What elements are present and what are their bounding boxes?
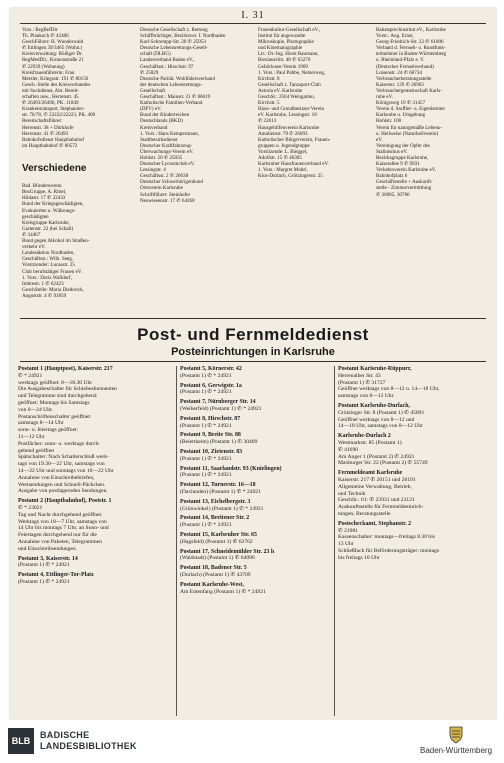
post-office-entry [180, 399, 330, 413]
post-office-entry [180, 432, 330, 446]
page-number: I. 31 [241, 10, 265, 21]
post-office-entry [180, 499, 330, 513]
post-office-title: Postamt 13, Eichelbergstr. 3 [180, 498, 251, 505]
post-office-entry [180, 383, 330, 397]
section-subtitle: Posteinrichtungen in Karlsruhe [171, 346, 335, 358]
post-office-title: Postamt 12, Turnerstr. 16—18 [180, 482, 256, 489]
post-office-details: (Hagsfeld) (Postamt 1) ✆ 62762 [180, 538, 253, 545]
post-office-title: Postamt 15, Karlsruher Str. 65 [180, 531, 257, 538]
post-office-title: Postamt 2 (Hauptbahnhof), Poststr. 1 [18, 498, 112, 505]
post-office-title: Postamt Karlsruhe-Rüppurr, [338, 366, 412, 372]
post-office-title: Postamt 6, Gerwigstr. 1a [180, 382, 242, 389]
region-mark [416, 726, 496, 755]
verschiedene-heading: Verschiedene [22, 163, 87, 175]
post-office-details: (Daxlanden) (Postamt 1) ✆ * 24921 [180, 488, 261, 495]
post-office-entry [18, 498, 172, 552]
blb-logo: BLB [8, 728, 34, 754]
top-column-2: Deutsche Gesellschaft z. Rettung Schiffbrüchiger, Bezirksver. f. Nordbaden Karl-Schrempp-Str. 20 ✆ 25953 Deutsche Lebensrettungs-Gesell- schaft (DLRG) Landesverband Baden eV., Geschäftsst.: Hirschstr. 97 ✆ 25829 Deutsche Parität. Wohlfahrtsverband der deutschen Lebensrettungs- Gesellschaft Geschäftsst.: Mainstr. 21 ✆ 86619 Katholische Familien-Verband (DFV) eV. Bund der Kinderreichen Deutschlands (BKD) Kreisverband 1. Vors.: Hans Kempermann, Stadtbezirksdienst Deutscher Kraftfahrzeug- Überwachungs-Verein eV. Hohlstr. 20 ✆ 25035 Deutscher Lyceumclub eV. Lessingstr. 4 Geschäftsst. 2 ✆ 26038 Deutscher Schwerhörigenbund Ortsverein Karlsruhe Schriftführer: Steinhofer Neuwiesenstr. 17 ✆ 64268 [140, 27, 226, 204]
post-column-1 [18, 366, 172, 718]
library-name [40, 730, 137, 752]
library-name-line-1: BADISCHE [40, 730, 90, 740]
post-office-title: Postamt Karlsruhe-Durlach, [338, 402, 410, 409]
post-office-entry [180, 532, 330, 546]
post-office-details: Westmarkstr. 85 (Postamt 1) ✆ 41690 Am Anger 1 (Postamt 2) ✆ 24921 Maxburger Str. 22 (Postamt 2) ✆ 55749 [338, 439, 428, 467]
post-office-entry [180, 549, 330, 563]
post-office-entry [338, 521, 490, 562]
post-office-details: Am Entenfang (Postamt 1) ✆ * 24921 [180, 588, 266, 595]
post-office-details: (Weiherfeld) (Postamt 1) ✆ * 24921 [180, 405, 262, 412]
post-office-title: Postamt 7, Nürnberger Str. 14 [180, 399, 256, 406]
post-office-title: Postamt 18, Badener Str. 5 [180, 565, 247, 572]
subtitle-rule [20, 361, 486, 362]
post-office-details: (Beiertheim) (Postamt 1) ✆ 30409 [180, 439, 258, 446]
post-office-entry [180, 416, 330, 430]
post-office-entry [18, 572, 172, 586]
verschiedene-section [22, 154, 134, 314]
post-office-title: Postamt 10, Zietenstr. 83 [180, 448, 243, 455]
post-office-details: Kaiserstr. 217 ✆ 20151 und 20191 Allgemeine Verwaltung, Betrieb, und Technik GeschSt.: 61: ✆ 23931 und 23121 Auskunftsstelle für Fernmeldeeinrich- tungen, Beratungsstelle [338, 476, 424, 517]
post-office-entry [180, 482, 330, 496]
post-office-details: (Postamt 1) ✆ * 24921 [18, 562, 70, 569]
post-office-title: Karlsruhe-Durlach 2 [338, 433, 391, 440]
post-office-title: Fernmeldeamt Karlsruhe [338, 470, 403, 477]
post-office-title: Postamt 9, Breite Str. 88 [180, 432, 241, 439]
post-office-title: Postamt 1 (Hauptpost), Kaiserstr. 217 [18, 366, 113, 372]
top-column-1: Vors.: RegBefDir Th. Plankuch ✆ 42406 GeschFührer: H. Wunderwald ✆ Ettlingen 39/3465 (Wohn.) Kreisverwaltung: Rüdiger Dr. RegMedDir., Kronenstraße 21 ✆ 22939 (Wohnung) Kreisfrauenführerin: Frau Metzler, Kriegsstr. 191 ✆ 80156 Gesch.-Stelle des Kreisverbandes mit Suchdienst, Abt. Bereit- schaften usw., Herrenstr. 45 ✆ 26493/26496, PK. 11849 Krankentransport, Stephanien- str. 76/78, ✆ 22222/22223, PK. 400 Bereitschaftsführer: Herrenstr. 38 + Dürkhofe Herrenstr. 41 ✆ 26493 Bahnhofsdienst Hauptbahnhof im Hauptbahnhof ✆ 80572 [22, 27, 96, 149]
post-column-3 [338, 366, 490, 718]
post-office-details: (Grünwinkel) (Postamt 1) ✆ * 24921 [180, 505, 264, 512]
post-office-details: (Postamt 1) ✆ * 24921 [180, 389, 232, 396]
section-rule [20, 318, 486, 319]
post-office-details: (Postamt 1) ✆ * 24921 [18, 578, 70, 585]
library-footer [0, 720, 504, 763]
post-office-details: ✆ 21981 Kassenschalter: montags—freitags 8.30 bis 13 Uhr Schließfach für Beförderungsträger: montags bis freitags 10 Uhr [338, 527, 440, 561]
library-name-line-2: LANDESBIBLIOTHEK [40, 741, 137, 751]
post-office-entry [338, 366, 490, 400]
post-office-details: (Postamt 1) ✆ * 24921 [180, 522, 232, 529]
post-office-title: Postamt 3, Kaiserstr. 14 [18, 555, 78, 562]
post-column-2 [180, 366, 330, 718]
post-office-entry [180, 466, 330, 480]
post-office-details: (Postamt 1) ✆ * 24921 [180, 372, 232, 379]
post-office-details: (Postamt 1) ✆ * 24921 [180, 422, 232, 429]
post-office-title: Postamt 17, Schneidemühler Str. 23 h [180, 548, 275, 555]
post-office-details: ✆ * 23021 Tag und Nacht durchgehend geöffnet. Werktags von 18—7 Uhr, samstags von 14 Uhr bis montags 7 Uhr, an Sonn- und Feiertagen durchgehend nur für die Annahme von Paketen, Telegrammen und Einschreibsendungen. [18, 504, 109, 552]
post-office-entry [18, 556, 172, 570]
post-office-title: Postamt Karlsruhe-West, [180, 581, 244, 588]
post-office-title: Postamt 11, Saarlandstr. 93 (Knielingen) [180, 465, 282, 472]
post-office-title: Postamt 4, Ettlinger-Tor-Platz [18, 572, 94, 579]
post-office-details: (Durlach) (Postamt 1) ✆ 43709 [180, 571, 251, 578]
post-office-details: Grötzinger Str. 8 (Postamt 1) ✆ 45091 Geöffnet werktags von 8—12 und 14—18 Uhr, samstags von 8—12 Uhr [338, 409, 425, 430]
post-office-entry [180, 366, 330, 380]
top-column-3: Frauenkultur-Gesellschaft eV., Institut für angewandte Mikroskopie, Photographie und Kinematographie Ltr.: Dr.-Ing. Horst Raumann, BreslauerStr. 48 ✆ 63270 Gehörlosen-Verein 1909 1. Vors.: Paul Pabbe, Nemerweg, Kirchstr. 8 Gesellschaft z. Tanzsport-Club Astoria eV. Karlsruhe GeschSt.: 2564 Weingarten, Kirchstr. 5 Haus- und Grundbesitzer-Verein eV. Karlsruhe, Lessingstr. 18 ✆ 22613 Hausgehilfenverein Karlsruhe Amalienstr. 79 ✆ 26093 Katholischer Bürgerverein, Frauen- gruppen u. Jugendgruppe Vorsitzende: L. Bieggel, Adolfstr. 15 ✆ 46305 Karlsruher Hausfrauenverband eV. 1. Vors.: Margret Mohrl, Klos-Durlach, Grötzingerstr. 25 [258, 27, 331, 180]
scanned-page [10, 8, 496, 720]
header-rule [20, 23, 486, 24]
post-office-details: ✆ * 24921 werktags geöffnet: 8—18.30 Uhr Die Ausgabeschalter für Schiebeabonnenten und Telegramme sind durchgehend geöffnet: Montags bis Samstags von 0—24 Uhr. Postanschriftenschalter geöffnet: samstags 8—14 Uhr sonn- u. feiertags geöffnet: 11—12 Uhr Postfächer: sonn- u. werktags durch- gehend geöffnet Spätschalter: Nach Schalterschluß werk- tags von 19.30—22 Uhr, samstags von 14—22 Uhr und sonntags von 10—22 Uhr Annahme von Einschreibebriefen, Wertsendungen und Schnell-Päckchen. Ausgabe von postlagernden Sendungen. [18, 372, 117, 495]
column-divider [334, 366, 335, 716]
post-office-details: (Waldstadt) (Postamt 1) ✆ 64096 [180, 555, 255, 562]
verschiedene-text: Bad. Blindenverein BezGruppe, A. Rittel, Hildastr. 17 ✆ 22433 Bund der Kriegsgeschädigten, Evakuierten u. Währungs- geschädigten Kreisgruppe Karlsruhe, Gartenstr. 22 (bei Schall) ✆ 34467 Bund gegen Alkohol im Straßen- verkehr eV. Landesaktion Nordbaden, Geschäftsst.: Wilh. Seeg, Vorsitzender: Lucasstr. 25 Club berufstätiger Frauen eV. 1. Vors.: Doris Walldorf, Imbrestr. 1 ✆ 62423 GeschStelle: Maria Diederich, Auguststr. 4 ✆ 91859 [22, 183, 90, 299]
post-office-entry [180, 449, 330, 463]
post-office-entry [338, 470, 490, 518]
post-office-entry [180, 515, 330, 529]
post-office-title: Postamt 8, Hirschstr. 87 [180, 415, 241, 422]
region-name: Baden-Württemberg [419, 746, 493, 755]
section-title: Post- und Fernmeldedienst [137, 325, 369, 344]
post-office-title: Postamt 14, Breitener Str. 2 [180, 515, 250, 522]
post-office-title: Postamt 5, Körnerstr. 42 [180, 366, 242, 372]
post-office-entry [338, 433, 490, 467]
post-office-entry [180, 565, 330, 579]
post-office-details: Herrenalber Str. 43 (Postamt 1) ✆ 31727 Geöffnet werktags von 8—12 u. 14—18 Uhr, samstags von 8—12 Uhr. [338, 372, 440, 400]
column-divider [176, 366, 177, 716]
post-office-entry [18, 366, 172, 495]
post-office-details: (Postamt 1) ✆ * 24921 [180, 472, 232, 479]
coat-of-arms-icon [449, 726, 463, 744]
post-office-entry [338, 403, 490, 430]
post-office-entry [180, 582, 330, 596]
post-office-title: Postscheckamt, Stephanstr. 2 [338, 520, 412, 527]
top-column-4: Rahatsprechinstitut eV., Karlsruhe Vorst.: Aug. Ernst, Georg-Friedrich-Str. 22 ✆ 61006 Verband d. Fernseh- u. Rundfunk- teilnehmer in Baden-Württemberg u. Rheinland-Pfalz e. V. (Deutscher Fernsehverband) Luisenstr. 24 ✆ 68734 Verbraucherberatungsstelle Kaiserstr. 129 ✆ 26903 Verbrauchergemeinschaft Karls- ruhe eV. Königsweg 19 ✆ 31457 Verein d. Stoffler- u. Eigenheimer Karlsruhe u. Umgebung Hohlstr. 100 Verein für naturgemäße Lebens- u. Heilweise (Naturheilverein) eV. Vereinigung der Opfer des Stalinismus eV. Bezirksgruppe Karlsruhe, Kaiserallee 9 ✆ 9931 Verkehrsverein Karlsruhe eV. Bahnhofplatz 6 Geschäftsstelle + Auskunft- stelle - Zimmervermittlung ✆ 36085, 30786 [376, 27, 447, 198]
post-office-details: (Postamt 1) ✆ * 24921 [180, 455, 232, 462]
